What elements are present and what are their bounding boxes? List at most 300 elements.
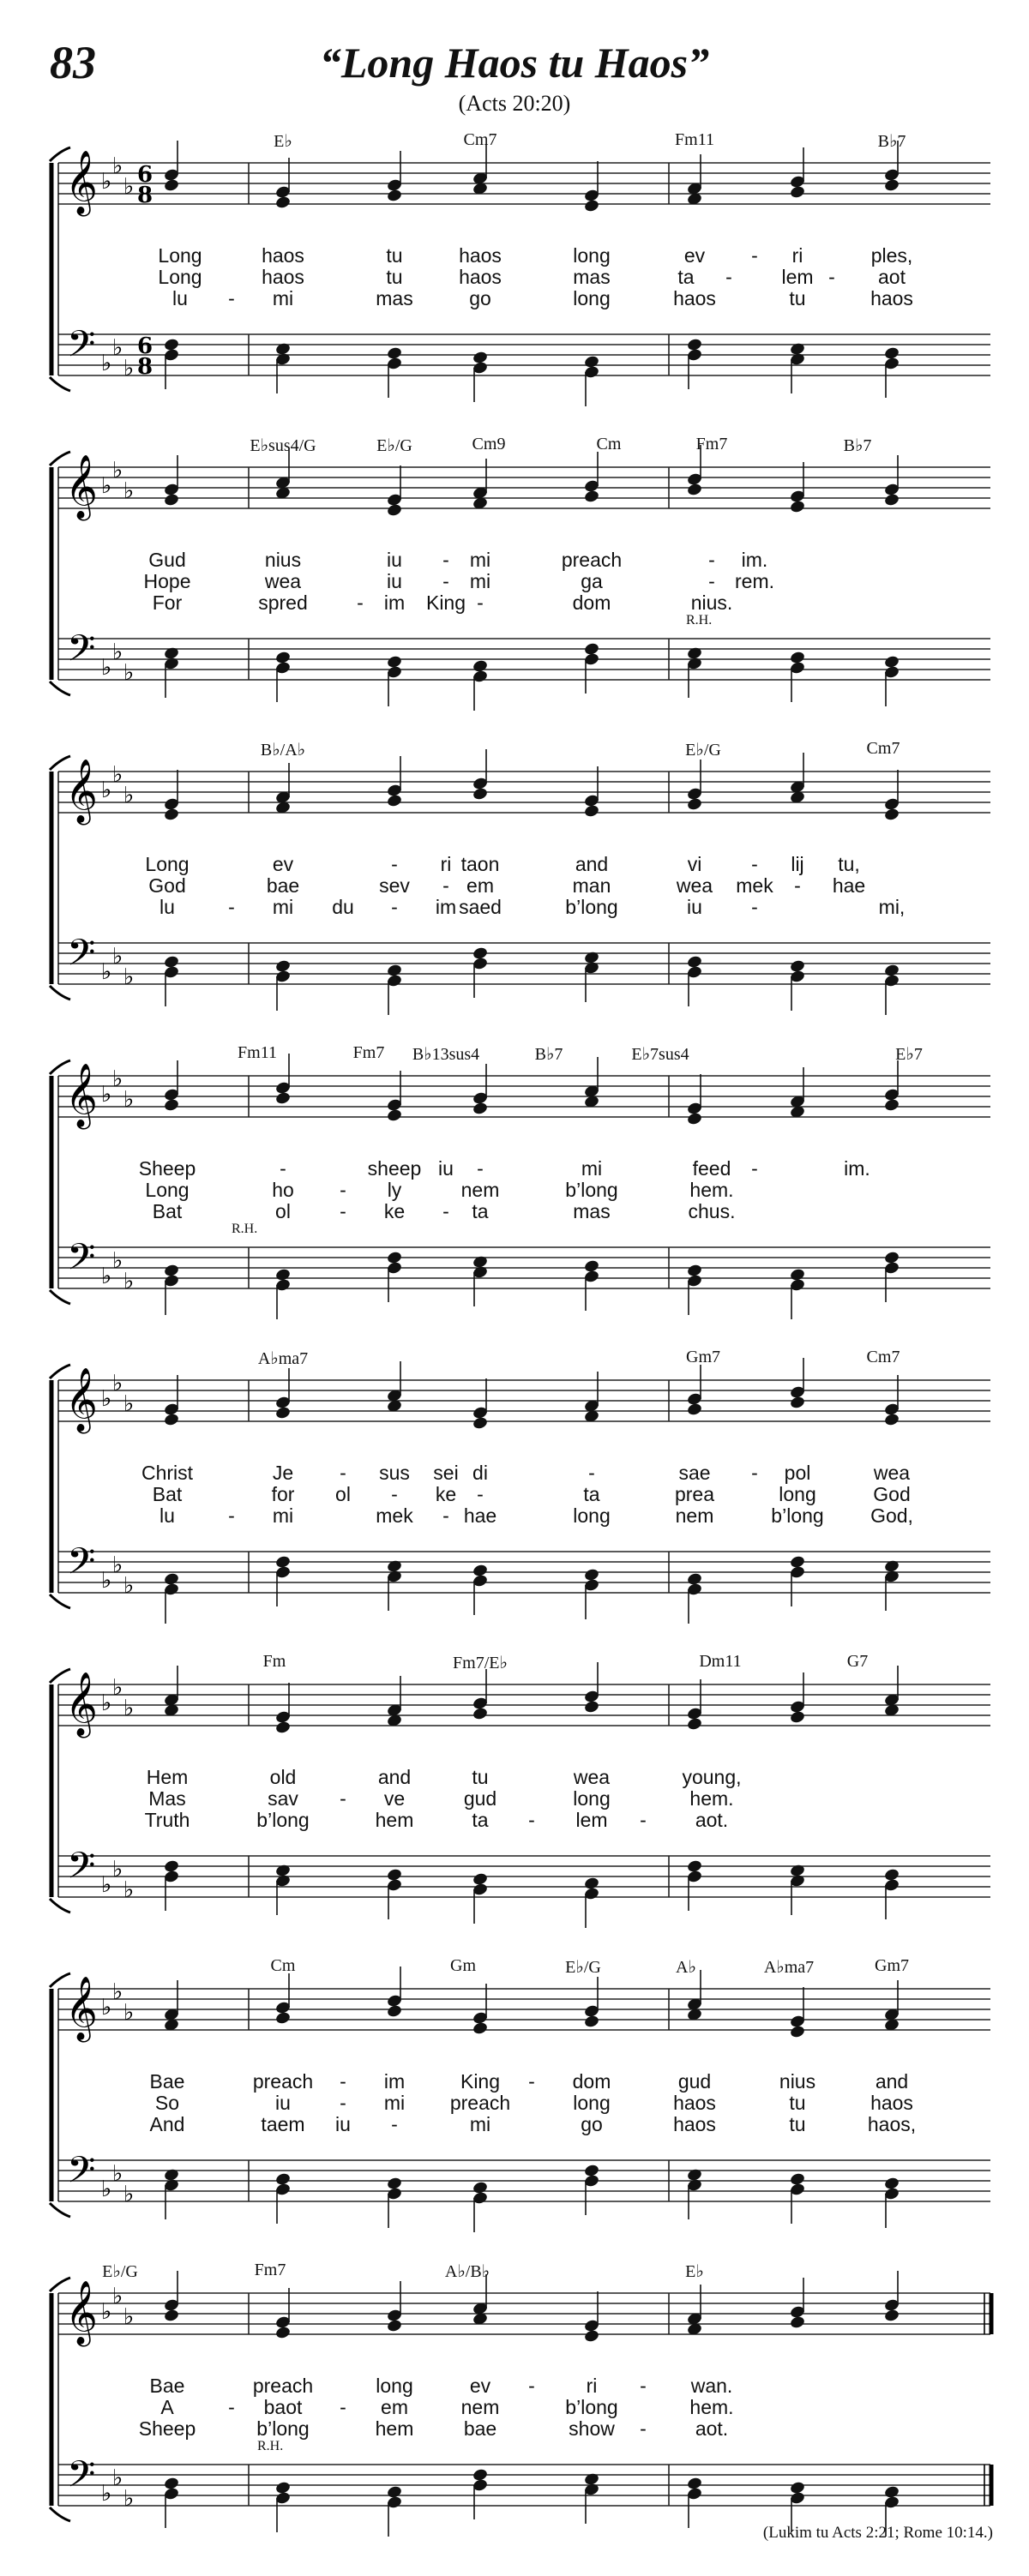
lyric-syllable: - [828,266,835,288]
lyric-syllable: - [340,1462,346,1484]
svg-text:♭: ♭ [123,660,135,686]
svg-text:♭: ♭ [101,473,112,499]
system-6 [0,1650,1029,1967]
lyric-syllable: ples, [870,244,913,267]
lyric-syllable: hae [832,874,866,897]
lyric-syllable: ke [435,1483,457,1505]
lyric-syllable: wea [573,1766,611,1788]
lyric-syllable: di [472,1462,488,1484]
lyric-syllable: ta [677,266,695,288]
svg-text:𝄢: 𝄢 [67,1540,96,1592]
lyric-syllable: Bae [149,2070,185,2093]
lyric-syllable: ho [272,1179,294,1201]
lyric-syllable: bae [266,874,300,897]
lyric-syllable: mek [736,874,773,897]
lyric-syllable: - [751,896,758,918]
lyric-syllable: rem. [735,570,774,592]
lyric-syllable: iu [275,2092,291,2114]
svg-text:♭: ♭ [101,1690,112,1716]
lyric-syllable: em [466,874,494,897]
svg-text:♭: ♭ [101,2299,112,2325]
lyric-syllable: long [573,244,611,267]
lyric-syllable: tu [386,266,403,288]
lyric-syllable: wea [873,1462,911,1484]
lyric-syllable: ta [472,1200,489,1222]
lyric-syllable: b’long [565,2396,618,2418]
lyric-syllable: sheep [367,1157,422,1180]
lyric-syllable: tu [789,2113,806,2135]
lyric-syllable: dom [572,2070,611,2093]
lyric-syllable: iu [687,896,702,918]
lyric-syllable: young, [682,1766,742,1788]
chord-symbol: Gm7 [686,1348,720,1366]
svg-text:♭: ♭ [112,335,123,361]
svg-text:♭: ♭ [123,1391,135,1417]
lyric-syllable: ta [472,1809,489,1831]
lyric-syllable: long [573,287,611,309]
lyric-syllable: - [477,591,484,614]
lyric-syllable: haos [673,287,716,309]
chord-symbol: Fm [262,1652,286,1671]
system-7 [0,1955,1029,2272]
lyric-syllable: iu [387,570,402,592]
svg-text:♭: ♭ [112,1857,123,1882]
lyric-syllable: lij [791,853,804,875]
lyric-syllable: aot. [695,2417,729,2440]
lyric-syllable: Gud [148,549,186,571]
lyric-syllable: - [228,1504,235,1527]
svg-text:𝄢: 𝄢 [67,627,96,679]
lyric-syllable: baot [263,2396,303,2418]
svg-text:♭: ♭ [112,1066,123,1092]
svg-text:♭: ♭ [123,1269,135,1294]
svg-text:𝄞: 𝄞 [65,760,98,823]
lyric-syllable: hem. [689,1787,734,1810]
svg-text:♭: ♭ [101,1872,112,1898]
lyric-syllable: God [873,1483,911,1505]
lyric-syllable: man [572,874,611,897]
lyric-syllable: pol [784,1462,811,1484]
chord-symbol: Fm7 [695,435,728,453]
svg-text:♭: ♭ [123,1087,135,1113]
lyric-syllable: - [725,266,732,288]
lyric-syllable: haos [673,2113,716,2135]
lyric-syllable: - [640,2375,647,2397]
lyric-syllable: ga [581,570,603,592]
lyric-syllable: preach [252,2375,314,2397]
svg-text:♭: ♭ [123,1573,135,1599]
svg-text:𝄢: 𝄢 [67,1236,96,1288]
lyric-syllable: ly [387,1179,402,1201]
lyric-syllable: - [442,570,449,592]
chord-symbol: Fm7 [254,2261,286,2279]
lyric-syllable: nius [264,549,302,571]
footer-reference: (Lukim tu Acts 2:21; Rome 10:14.) [762,2524,993,2542]
chord-symbol: Cm [270,1956,296,1975]
lyric-syllable: ve [383,1787,406,1810]
chord-symbol: Cm [596,435,622,453]
lyric-syllable: and [575,853,609,875]
svg-text:𝄢: 𝄢 [67,2453,96,2505]
lyric-syllable: - [228,287,235,309]
lyric-syllable: - [528,2070,535,2093]
lyric-syllable: - [228,896,235,918]
lyric-syllable: - [340,1787,346,1810]
svg-text:𝄢: 𝄢 [67,323,96,375]
svg-text:♭: ♭ [112,1675,123,1701]
lyric-syllable: Mas [148,1787,186,1810]
svg-text:♭: ♭ [101,655,112,681]
lyric-syllable: sae [678,1462,711,1484]
chord-symbol: B♭7 [843,436,872,455]
lyric-syllable: Long [158,244,202,267]
svg-text:♭: ♭ [123,2304,135,2330]
lyric-syllable: - [391,2113,398,2135]
lyric-syllable: Sheep [138,1157,196,1180]
lyric-syllable: lu [172,287,188,309]
lyric-syllable: im. [741,549,768,571]
chord-symbol: Gm [450,1956,476,1975]
chord-symbol: B♭7 [534,1045,563,1064]
svg-text:♭: ♭ [112,458,123,483]
lyric-syllable: Je [272,1462,294,1484]
system-4 [0,1042,1029,1359]
lyric-syllable: - [708,549,715,571]
chord-symbol: E♭7sus4 [631,1045,689,1064]
svg-text:♭: ♭ [101,1264,112,1289]
lyric-syllable: tu, [838,853,860,875]
lyric-syllable: - [442,1504,449,1527]
lyric-syllable: And [149,2113,185,2135]
lyric-syllable: - [340,2092,346,2114]
lyric-syllable: haos [459,244,502,267]
lyric-syllable: - [751,1462,758,1484]
svg-text:♭: ♭ [123,964,135,990]
lyric-syllable: - [528,2375,535,2397]
lyric-syllable: b’long [256,1809,310,1831]
svg-text:♭: ♭ [112,153,123,179]
lyric-syllable: mi [469,2113,491,2135]
lyric-syllable: Hem [146,1766,189,1788]
chord-symbol: B♭/A♭ [260,741,306,760]
chord-symbol: E♭sus4/G [250,436,316,455]
lyric-syllable: hem [375,2417,414,2440]
lyric-syllable: Christ [141,1462,194,1484]
lyric-syllable: im [383,591,406,614]
svg-text:♭: ♭ [101,169,112,195]
right-hand-marking: R.H. [257,2439,284,2453]
svg-text:♭: ♭ [123,2182,135,2207]
chord-symbol: E♭7 [895,1045,923,1064]
lyric-syllable: - [280,1157,286,1180]
svg-text:♭: ♭ [123,1877,135,1903]
lyric-syllable: - [477,1157,484,1180]
lyric-syllable: ri [440,853,452,875]
lyric-syllable: lem [575,1809,608,1831]
lyric-syllable: Truth [144,1809,190,1831]
lyric-syllable: - [228,2396,235,2418]
chord-symbol: Dm11 [699,1652,742,1671]
lyric-syllable: So [154,2092,180,2114]
lyric-syllable: taon [460,853,500,875]
hymn-number: 83 [50,37,96,88]
chord-symbol: A♭ [676,1958,696,1977]
lyric-syllable: hem. [689,1179,734,1201]
chord-symbol: Fm7 [352,1043,385,1062]
lyric-syllable: God, [870,1504,913,1527]
lyric-syllable: wan. [690,2375,733,2397]
lyric-syllable: ri [586,2375,598,2397]
lyric-syllable: - [640,2417,647,2440]
svg-text:♭: ♭ [101,1568,112,1594]
lyric-syllable: ri [791,244,803,267]
lyric-syllable: nius. [690,591,733,614]
lyric-syllable: iu [335,2113,351,2135]
lyric-syllable: haos, [867,2113,917,2135]
chord-symbol: E♭ [685,2262,704,2281]
hymn-title: “Long Haos tu Haos” [319,39,710,87]
lyric-syllable: and [875,2070,909,2093]
lyric-syllable: lu [159,896,175,918]
svg-text:♭: ♭ [112,1979,123,2005]
lyric-syllable: haos [870,287,913,309]
lyric-syllable: and [377,1766,412,1788]
chord-symbol: A♭ma7 [257,1349,309,1368]
lyric-syllable: dom [572,591,611,614]
svg-text:♭: ♭ [112,2465,123,2491]
system-1 [0,129,1029,446]
lyric-syllable: tu [789,2092,806,2114]
lyric-syllable: vi [687,853,702,875]
svg-text:6: 6 [137,162,153,188]
svg-text:♭: ♭ [101,778,112,803]
chord-symbol: G7 [846,1652,869,1671]
lyric-syllable: im. [844,1157,870,1180]
lyric-syllable: long [573,1787,611,1810]
svg-text:♭: ♭ [112,1248,123,1274]
lyric-syllable: mi [272,287,294,309]
chord-symbol: Fm11 [238,1043,277,1062]
lyric-syllable: ev [272,853,294,875]
lyric-syllable: lu [159,1504,175,1527]
lyric-syllable: Sheep [138,2417,196,2440]
lyric-syllable: mi [469,549,491,571]
lyric-syllable: iu [387,549,402,571]
lyric-syllable: sev [379,874,410,897]
lyric-syllable: hem. [689,2396,734,2418]
lyric-syllable: - [340,1200,346,1222]
svg-text:𝄞: 𝄞 [65,455,98,519]
lyric-syllable: b’long [256,2417,310,2440]
lyric-syllable: im [383,2070,406,2093]
lyric-syllable: mi [581,1157,603,1180]
lyric-syllable: old [269,1766,297,1788]
lyric-syllable: King [425,591,466,614]
lyric-syllable: bae [463,2417,497,2440]
svg-text:𝄞: 𝄞 [65,1368,98,1432]
lyric-syllable: em [381,2396,408,2418]
lyric-syllable: haos [262,244,304,267]
lyric-syllable: Long [158,266,202,288]
svg-text:♭: ♭ [101,1082,112,1108]
lyric-syllable: long [376,2375,413,2397]
lyric-syllable: spred [258,591,308,614]
lyric-syllable: feed [692,1157,731,1180]
svg-text:𝄞: 𝄞 [65,2281,98,2345]
svg-text:♭: ♭ [101,2177,112,2202]
svg-text:6: 6 [137,333,153,359]
lyric-syllable: - [391,853,398,875]
chord-symbol: Cm7 [866,1348,900,1366]
right-hand-marking: R.H. [232,1222,258,1236]
lyric-syllable: Bat [152,1200,183,1222]
lyric-syllable: haos [459,266,502,288]
chord-symbol: E♭/G [102,2262,138,2281]
lyric-syllable: mi [272,1504,294,1527]
right-hand-marking: R.H. [686,613,713,627]
svg-text:♭: ♭ [123,356,135,381]
svg-text:♭: ♭ [101,2481,112,2507]
chord-symbol: E♭ [274,132,292,151]
lyric-syllable: haos [262,266,304,288]
lyric-syllable: ol [335,1483,351,1505]
lyric-syllable: mi [469,570,491,592]
lyric-syllable: Long [145,853,190,875]
svg-text:♭: ♭ [123,478,135,504]
lyric-syllable: b’long [565,1179,618,1201]
lyric-syllable: tu [472,1766,489,1788]
lyric-syllable: prea [674,1483,715,1505]
lyric-syllable: tu [386,244,403,267]
lyric-syllable: show [569,2417,615,2440]
lyric-syllable: haos [673,2092,716,2114]
lyric-syllable: saed [459,896,502,918]
lyric-syllable: - [357,591,364,614]
lyric-syllable: - [442,874,449,897]
lyric-syllable: du [332,896,354,918]
lyric-syllable: ta [583,1483,600,1505]
chord-symbol: Gm7 [875,1956,909,1975]
svg-text:♭: ♭ [112,2161,123,2187]
svg-text:♭: ♭ [123,2000,135,2026]
lyric-syllable: - [751,1157,758,1180]
lyric-syllable: Bae [149,2375,185,2397]
lyric-syllable: - [477,1483,484,1505]
lyric-syllable: Bat [152,1483,183,1505]
svg-text:𝄞: 𝄞 [65,1672,98,1736]
lyric-syllable: gud [677,2070,712,2093]
lyric-syllable: haos [870,2092,913,2114]
lyric-syllable: ke [383,1200,406,1222]
svg-text:𝄞: 𝄞 [65,1064,98,1127]
system-3 [0,737,1029,1054]
lyric-syllable: hae [463,1504,497,1527]
svg-text:♭: ♭ [101,1386,112,1412]
lyric-syllable: mi [272,896,294,918]
lyric-syllable: long [573,2092,611,2114]
svg-text:♭: ♭ [101,1995,112,2021]
lyric-syllable: sus [379,1462,410,1484]
chord-symbol: E♭/G [565,1958,601,1977]
lyric-syllable: nem [675,1504,714,1527]
svg-text:♭: ♭ [112,2284,123,2309]
lyric-syllable: nius [779,2070,816,2093]
lyric-syllable: ev [469,2375,491,2397]
svg-text:♭: ♭ [123,783,135,808]
lyric-syllable: - [751,853,758,875]
chord-symbol: E♭/G [376,436,412,455]
lyric-syllable: hem [375,1809,414,1831]
chord-symbol: B♭13sus4 [412,1045,480,1064]
lyric-syllable: God [148,874,186,897]
lyric-syllable: preach [561,549,623,571]
lyric-syllable: lem [781,266,814,288]
lyric-syllable: nem [460,2396,500,2418]
lyric-syllable: preach [252,2070,314,2093]
lyric-syllable: - [588,1462,595,1484]
system-5 [0,1346,1029,1663]
svg-text:𝄢: 𝄢 [67,932,96,983]
lyric-syllable: - [528,1809,535,1831]
lyric-syllable: - [340,2396,346,2418]
chord-symbol: Fm7/E♭ [453,1654,508,1672]
lyric-syllable: mas [573,266,611,288]
lyric-syllable: - [340,2070,346,2093]
lyric-syllable: go [581,2113,603,2135]
lyric-syllable: aot [878,266,906,288]
lyric-syllable: Long [145,1179,190,1201]
svg-text:♭: ♭ [123,1696,135,1721]
lyric-syllable: preach [449,2092,511,2114]
lyric-syllable: Hope [143,570,191,592]
lyric-syllable: - [708,570,715,592]
svg-text:𝄢: 𝄢 [67,1845,96,1896]
lyric-syllable: sav [268,1787,298,1810]
lyric-syllable: chus. [688,1200,736,1222]
lyric-syllable: ol [275,1200,291,1222]
lyric-syllable: - [640,1809,647,1831]
svg-text:♭: ♭ [112,1371,123,1396]
chord-symbol: A♭/B♭ [444,2262,490,2281]
scripture-reference: (Acts 20:20) [458,91,571,116]
lyric-syllable: for [271,1483,295,1505]
lyric-syllable: mek [376,1504,413,1527]
lyric-syllable: For [152,591,183,614]
chord-symbol: Cm7 [463,130,497,149]
chord-symbol: Fm11 [675,130,714,149]
svg-text:8: 8 [137,183,153,208]
lyric-syllable: - [391,896,398,918]
svg-text:𝄢: 𝄢 [67,2149,96,2201]
lyric-syllable: long [573,1504,611,1527]
lyric-syllable: - [340,1179,346,1201]
svg-text:8: 8 [137,354,153,380]
lyric-syllable: King [460,2070,501,2093]
lyric-syllable: sei [433,1462,459,1484]
lyric-syllable: mas [376,287,413,309]
system-2 [0,433,1029,750]
svg-text:♭: ♭ [101,959,112,985]
chord-symbol: A♭ma7 [763,1958,815,1977]
lyric-syllable: A [160,2396,174,2418]
lyric-syllable: taem [261,2113,305,2135]
lyric-syllable: long [779,1483,816,1505]
lyric-syllable: go [469,287,491,309]
lyric-syllable: - [794,874,801,897]
lyric-syllable: gud [463,1787,497,1810]
svg-text:♭: ♭ [123,174,135,200]
lyric-syllable: mi, [878,896,906,918]
